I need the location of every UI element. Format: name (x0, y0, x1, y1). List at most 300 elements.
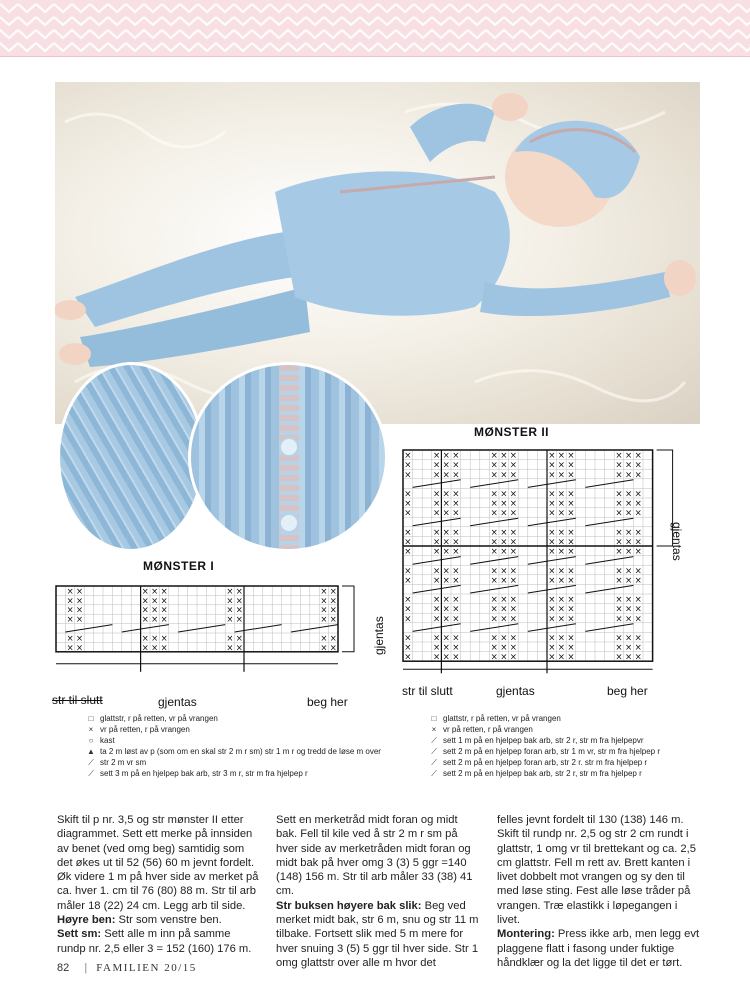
pattern-2-cross-symbol: × (634, 547, 642, 558)
slash-icon: ⟋ (88, 769, 94, 778)
pattern-2-cross-symbol: × (452, 470, 460, 481)
knit-chevron (18, 30, 36, 38)
pattern-1-cross-symbol: × (141, 585, 149, 596)
knit-chevron (648, 43, 666, 51)
knit-chevron (486, 43, 504, 51)
text-column-3 (497, 813, 702, 970)
pattern-1-cross-symbol: × (226, 614, 234, 625)
pattern-1-cross-symbol: × (66, 585, 74, 596)
pattern-2-cross-symbol: × (442, 527, 450, 538)
pattern-2-cross-symbol: × (500, 643, 508, 654)
pattern-1-gjentas: gjentas (158, 695, 197, 709)
knit-chevron (288, 4, 306, 12)
knit-chevron (360, 43, 378, 51)
pattern-2-cross-symbol: × (500, 604, 508, 615)
pattern-2-cross-symbol: × (509, 547, 518, 558)
pattern-2-cross-symbol: × (452, 614, 460, 625)
pattern-2-cross-symbol: × (490, 595, 498, 606)
pattern-1-cross-symbol: × (320, 585, 328, 596)
pattern-2-cross-symbol: × (404, 614, 412, 625)
pattern-2-cable-symbol (585, 518, 633, 526)
knit-chevron (594, 17, 612, 25)
pattern-2-cross-symbol: × (442, 451, 450, 462)
knit-chevron (342, 43, 360, 51)
knit-chevron (54, 30, 72, 38)
text-column-1 (57, 813, 262, 956)
pattern-1-cross-symbol: × (226, 604, 234, 615)
knit-chevron (36, 43, 54, 51)
pattern-2-cross-symbol: × (624, 489, 633, 500)
pattern-2-cross-symbol: × (432, 470, 441, 481)
triangle-icon: ▲ (87, 747, 95, 756)
knit-chevron (108, 30, 126, 38)
pattern-1-cross-symbol: × (235, 632, 243, 643)
pattern-2-cross-symbol: × (490, 633, 498, 644)
col3-paragraph-1: felles jevnt fordelt til 130 (138) 146 m. Skift til rundp nr. 2,5 og str 2 cm rundt i glattstr, 1 omg vr til brettekant og ca. 2,5 cm glattstr. Fell m rett av. Brett kanten i livet dobbelt mot vrangen og sy den til med løse sting. Fest alle løse tråder på vrangen. Træ elastikk i løpegangen i livet. (497, 814, 696, 927)
knit-chevron (306, 30, 324, 38)
pattern-2-cross-symbol: × (567, 575, 575, 586)
knit-chevron (180, 43, 198, 51)
pattern-2-cross-symbol: × (490, 566, 498, 577)
pattern-1-cross-symbol: × (151, 614, 159, 625)
pattern-2-cross-symbol: × (567, 451, 575, 462)
knit-chevron (612, 17, 630, 25)
knit-chevron (486, 30, 504, 38)
circle-icon: ○ (88, 736, 94, 745)
pattern-2-legend-row (425, 713, 660, 724)
pattern-2-cross-symbol: × (509, 643, 518, 654)
pattern-2-cross-symbol: × (615, 527, 623, 538)
knit-chevron (126, 17, 144, 25)
knit-chevron (18, 17, 36, 25)
pattern-2-cross-symbol: × (548, 547, 556, 558)
pattern-2-cross-symbol: × (634, 460, 642, 471)
knit-chevron (216, 43, 234, 51)
pattern-2-cross-symbol: × (557, 614, 566, 625)
pattern-2-cross-symbol: × (509, 527, 518, 538)
knit-chevron (18, 4, 36, 12)
knit-chevron (504, 17, 522, 25)
knit-chevron (108, 17, 126, 25)
pattern-2-cross-symbol: × (452, 527, 460, 538)
pattern-2-cross-symbol: × (624, 537, 633, 548)
knit-chevron (396, 43, 414, 51)
pattern-2-cable-symbol (528, 518, 576, 526)
pattern-2-cross-symbol: × (404, 451, 412, 462)
pattern-2-cross-symbol: × (548, 633, 556, 644)
pattern-2-cross-symbol: × (500, 575, 508, 586)
pattern-2-cross-symbol: × (567, 566, 575, 577)
pattern-2-cross-symbol: × (500, 547, 508, 558)
pattern-2-cross-symbol: × (404, 508, 412, 519)
knit-chevron (414, 17, 432, 25)
pattern-2-legend-row (425, 724, 660, 735)
pattern-1-cross-symbol: × (75, 604, 84, 615)
pattern-2-cross-symbol: × (452, 643, 460, 654)
pattern-2-cross-symbol: × (615, 547, 623, 558)
page-number: 82 (57, 962, 70, 974)
pattern-2-cross-symbol: × (432, 547, 441, 558)
knit-chevron (54, 43, 72, 51)
pattern-2-cross-symbol: × (404, 499, 412, 510)
knit-chevron (198, 30, 216, 38)
pattern-2-gjentas: gjentas (496, 684, 535, 698)
pattern-2-cross-symbol: × (509, 489, 518, 500)
knit-chevron (270, 17, 288, 25)
knit-chevron (288, 17, 306, 25)
pattern-2-cross-symbol: × (432, 508, 441, 519)
pattern-1-chart (50, 578, 360, 693)
empty-square-icon: □ (88, 714, 94, 723)
pattern-2-cross-symbol: × (452, 460, 460, 471)
pattern-2-cross-symbol: × (500, 499, 508, 510)
pattern-1-cross-symbol: × (235, 604, 243, 615)
pattern-2-cable-symbol (470, 585, 518, 593)
pattern-2-cross-symbol: × (452, 566, 460, 577)
col3-heading-assembly: Montering: (497, 928, 555, 941)
pattern-2-cross-symbol: × (432, 499, 441, 510)
pattern-2-cable-symbol (528, 585, 576, 593)
pattern-2-cross-symbol: × (567, 460, 575, 471)
knit-chevron (450, 43, 468, 51)
pattern-2-cross-symbol: × (624, 566, 633, 577)
pattern-2-cross-symbol: × (615, 652, 623, 663)
pattern-2-cross-symbol: × (509, 652, 518, 663)
knit-chevron (504, 30, 522, 38)
col2-paragraph-1: Sett en merketråd midt foran og midt bak. Fell til kile ved å str 2 m r sm på hver side av merketråden midt foran og midt bak på hver omg 3 (3) 5 ggr =140 (148) 156 m. Str til arb måler 33 (38) 41 cm. (276, 814, 473, 898)
col1-paragraph-2: Str som venstre ben. (115, 914, 222, 927)
knit-chevron (252, 30, 270, 38)
knit-chevron (558, 30, 576, 38)
pattern-2-cross-symbol: × (500, 451, 508, 462)
pattern-2-legend-text: glattstr, r på retten, vr på vrangen (443, 714, 561, 723)
knit-chevron (612, 30, 630, 38)
pattern-2-cross-symbol: × (432, 604, 441, 615)
knit-chevron (414, 4, 432, 12)
knit-chevron (216, 4, 234, 12)
pattern-1-cross-symbol: × (151, 585, 159, 596)
knit-chevron (468, 4, 486, 12)
knit-chevron (0, 30, 18, 38)
pattern-1-cable-symbol (178, 625, 225, 632)
pattern-2-cable-symbol (585, 480, 633, 488)
pattern-2-cross-symbol: × (452, 499, 460, 510)
pattern-2-cross-symbol: × (404, 652, 412, 663)
pattern-2-cross-symbol: × (404, 575, 412, 586)
pattern-1-beg-her: beg her (307, 695, 348, 709)
pattern-2-legend-row (425, 746, 660, 757)
pattern-2-cross-symbol: × (548, 499, 556, 510)
pattern-1-cross-symbol: × (160, 614, 168, 625)
pattern-2-cross-symbol: × (634, 652, 642, 663)
pattern-1-legend-row (82, 724, 381, 735)
pattern-2-cross-symbol: × (509, 566, 518, 577)
col3-paragraph-2: Press ikke arb, men legg evt plaggene flatt i fasong under fuktige håndklær og la det ligge til det er tørt. (497, 928, 700, 969)
pattern-2-legend-text: sett 2 m på en hjelpep bak arb, str 2 r, str m fra hjelpep r (443, 769, 642, 778)
pattern-2-cross-symbol: × (432, 566, 441, 577)
col2-heading-back: Str buksen høyere bak slik: (276, 899, 422, 912)
pattern-2-legend-text: vr på retten, r på vrangen (443, 725, 533, 734)
pattern-2-cross-symbol: × (548, 508, 556, 519)
pattern-2-cross-symbol: × (500, 614, 508, 625)
pattern-2-cross-symbol: × (490, 489, 498, 500)
pattern-2-cross-symbol: × (634, 643, 642, 654)
pattern-1-cross-symbol: × (320, 614, 328, 625)
knit-chevron (648, 30, 666, 38)
knit-chevron (162, 17, 180, 25)
pattern-1-cable-symbol (122, 625, 169, 632)
pattern-2-cross-symbol: × (634, 575, 642, 586)
pattern-2-cross-symbol: × (567, 527, 575, 538)
knit-chevron (450, 4, 468, 12)
knit-chevron (540, 43, 558, 51)
knit-chevron (450, 30, 468, 38)
col1-heading-assemble: Sett sm: (57, 928, 102, 941)
pattern-2-cross-symbol: × (404, 643, 412, 654)
knit-chevron (612, 43, 630, 51)
pattern-2-cross-symbol: × (624, 499, 633, 510)
pattern-2-cross-symbol: × (509, 595, 518, 606)
knit-chevron (144, 17, 162, 25)
pattern-2-cross-symbol: × (452, 547, 460, 558)
knit-chevron (396, 30, 414, 38)
pattern-2-cross-symbol: × (500, 633, 508, 644)
pattern-1-cross-symbol: × (160, 642, 168, 653)
pattern-1-cross-symbol: × (235, 595, 243, 606)
knit-chevron (54, 17, 72, 25)
knit-chevron (270, 4, 288, 12)
pattern-1-cross-symbol: × (66, 642, 74, 653)
pattern-2-cross-symbol: × (634, 508, 642, 519)
knit-chevron (414, 30, 432, 38)
knit-chevron (702, 30, 720, 38)
pattern-2-cross-symbol: × (634, 527, 642, 538)
knit-chevron (108, 4, 126, 12)
pattern-2-cross-symbol: × (634, 537, 642, 548)
pattern-2-cross-symbol: × (490, 508, 498, 519)
knit-chevron (0, 4, 18, 12)
pattern-2-cross-symbol: × (634, 595, 642, 606)
pattern-2-cross-symbol: × (452, 537, 460, 548)
pattern-2-cross-symbol: × (500, 537, 508, 548)
button-icon (279, 437, 299, 457)
pattern-1-cross-symbol: × (329, 595, 337, 606)
pattern-2-cross-symbol: × (624, 508, 633, 519)
pattern-2-cross-symbol: × (432, 633, 441, 644)
pattern-2-legend-row (425, 735, 660, 746)
pattern-1-cross-symbol: × (329, 585, 337, 596)
pattern-2-cross-symbol: × (500, 470, 508, 481)
pattern-2-cross-symbol: × (442, 537, 450, 548)
pattern-2-cross-symbol: × (567, 595, 575, 606)
pattern-2-cross-symbol: × (452, 575, 460, 586)
pattern-1-cross-symbol: × (226, 632, 234, 643)
pattern-1-cross-symbol: × (226, 595, 234, 606)
pattern-2-cross-symbol: × (557, 643, 566, 654)
knit-chevron (36, 30, 54, 38)
pattern-2-cross-symbol: × (624, 470, 633, 481)
knit-chevron (234, 4, 252, 12)
knit-chevron (72, 30, 90, 38)
pattern-2-cross-symbol: × (452, 633, 460, 644)
knit-chevron (576, 17, 594, 25)
knit-chevron (558, 4, 576, 12)
pattern-1-cross-symbol: × (75, 585, 84, 596)
knit-chevron (162, 30, 180, 38)
knit-detail-circle-2 (188, 362, 388, 552)
knit-chevron (234, 43, 252, 51)
pattern-2-cable-symbol (528, 557, 576, 565)
pattern-2-cross-symbol: × (452, 652, 460, 663)
pattern-2-cross-symbol: × (557, 527, 566, 538)
knit-chevron (270, 30, 288, 38)
pattern-2-cable-symbol (585, 557, 633, 565)
pattern-2-cable-symbol (528, 480, 576, 488)
decorative-knit-band (0, 0, 750, 56)
pattern-2-cable-symbol (470, 518, 518, 526)
pattern-2-cross-symbol: × (557, 451, 566, 462)
knit-chevron (720, 4, 738, 12)
pattern-1-cross-symbol: × (141, 632, 149, 643)
pattern-2-cross-symbol: × (615, 508, 623, 519)
pattern-1-cross-symbol: × (75, 614, 84, 625)
pattern-2-cross-symbol: × (509, 499, 518, 510)
knit-detail-circle-1 (57, 362, 205, 552)
knit-chevron (288, 30, 306, 38)
empty-square-icon: □ (431, 714, 437, 723)
pattern-2-cable-symbol (585, 585, 633, 593)
pattern-1-cross-symbol: × (160, 632, 168, 643)
pattern-2-str-til-slutt: str til slutt (402, 684, 453, 698)
pattern-2-cross-symbol: × (432, 595, 441, 606)
knit-chevron (684, 43, 702, 51)
pattern-1-cross-symbol: × (141, 614, 149, 625)
pattern-1-cross-symbol: × (66, 595, 74, 606)
pattern-2-beg-her: beg her (607, 684, 648, 698)
pattern-2-cross-symbol: × (557, 470, 566, 481)
knit-chevron (342, 17, 360, 25)
knit-chevron (0, 43, 18, 51)
pattern-2-cross-symbol: × (557, 575, 566, 586)
pattern-2-cross-symbol: × (442, 460, 450, 471)
pattern-2-cross-symbol: × (490, 575, 498, 586)
knit-chevron (666, 4, 684, 12)
slash-icon: ⟋ (431, 747, 437, 756)
pattern-2-cross-symbol: × (567, 547, 575, 558)
pattern-2-cross-symbol: × (557, 566, 566, 577)
knit-chevron (738, 43, 750, 51)
pattern-2-legend-text: sett 2 m på en hjelpep foran arb, str 2 r. str m fra hjelpep r (443, 758, 648, 767)
knit-chevron (108, 43, 126, 51)
pattern-2-cable-symbol (413, 518, 461, 526)
knit-chevron (198, 17, 216, 25)
pattern-2-cross-symbol: × (624, 451, 633, 462)
knit-chevron (594, 43, 612, 51)
knit-chevron (504, 43, 522, 51)
knit-chevron (738, 17, 750, 25)
knit-pattern-graphic (0, 0, 750, 56)
pattern-2-cross-symbol: × (567, 499, 575, 510)
pattern-2-cross-symbol: × (432, 652, 441, 663)
pattern-1-legend-text: sett 3 m på en hjelpep bak arb, str 3 m r, str m fra hjelpep r (100, 769, 308, 778)
pattern-2-cross-symbol: × (615, 614, 623, 625)
pattern-2-cross-symbol: × (615, 499, 623, 510)
pattern-2-cross-symbol: × (557, 604, 566, 615)
knit-chevron (144, 4, 162, 12)
knit-chevron (288, 43, 306, 51)
pattern-1-cross-symbol: × (141, 642, 149, 653)
pattern-2-cross-symbol: × (634, 614, 642, 625)
pattern-2-cross-symbol: × (442, 595, 450, 606)
pattern-2-cross-symbol: × (557, 652, 566, 663)
pattern-2-cross-symbol: × (432, 614, 441, 625)
pattern-1-legend-text: ta 2 m løst av p (som om en skal str 2 m r sm) str 1 m r og tredd de løse m over (100, 747, 381, 756)
button-icon (279, 513, 299, 533)
knit-chevron (720, 43, 738, 51)
knit-chevron (126, 30, 144, 38)
pattern-2-cross-symbol: × (624, 527, 633, 538)
pattern-1-cross-symbol: × (235, 642, 243, 653)
pattern-2-cross-symbol: × (500, 527, 508, 538)
pattern-2-cross-symbol: × (442, 575, 450, 586)
pattern-1-repeat-bracket (342, 586, 354, 652)
magazine-name: FAMILIEN 20/15 (96, 962, 197, 974)
slash-icon: ⟋ (88, 758, 94, 767)
knit-chevron (504, 4, 522, 12)
pattern-2-cross-symbol: × (442, 470, 450, 481)
pattern-2-legend-text: sett 2 m på en hjelpep foran arb, str 1 m vr, str m fra hjelpep r (443, 747, 660, 756)
pattern-2-cross-symbol: × (548, 527, 556, 538)
pattern-1-legend (82, 713, 381, 779)
pattern-2-cross-symbol: × (548, 604, 556, 615)
pattern-2-cross-symbol: × (567, 652, 575, 663)
pattern-2-cross-symbol: × (615, 460, 623, 471)
pattern-2-cross-symbol: × (615, 595, 623, 606)
knit-chevron (648, 4, 666, 12)
knit-chevron (324, 43, 342, 51)
pattern-1-cross-symbol: × (75, 642, 84, 653)
knit-chevron (486, 17, 504, 25)
pattern-2-cross-symbol: × (432, 451, 441, 462)
pattern-1-cross-symbol: × (235, 614, 243, 625)
pattern-2-cross-symbol: × (490, 652, 498, 663)
knit-chevron (234, 30, 252, 38)
knit-chevron (522, 43, 540, 51)
pattern-1-cross-symbol: × (329, 632, 337, 643)
pattern-2-cross-symbol: × (404, 595, 412, 606)
pattern-2-cross-symbol: × (490, 527, 498, 538)
pattern-2-legend-text: sett 1 m på en hjelpep bak arb, str 2 r, str m fra hjelpepvr (443, 736, 644, 745)
knit-chevron (126, 4, 144, 12)
pattern-2-cross-symbol: × (557, 460, 566, 471)
knit-chevron (702, 43, 720, 51)
knit-chevron (252, 43, 270, 51)
pattern-2-cross-symbol: × (490, 499, 498, 510)
knit-chevron (684, 4, 702, 12)
pattern-2-cross-symbol: × (500, 566, 508, 577)
pattern-2-cross-symbol: × (432, 575, 441, 586)
pattern-1-legend-row (82, 713, 381, 724)
pattern-2-cross-symbol: × (442, 547, 450, 558)
knit-chevron (180, 4, 198, 12)
pattern-2-cable-symbol (413, 585, 461, 593)
knit-chevron (576, 43, 594, 51)
pattern-2-cross-symbol: × (624, 604, 633, 615)
pattern-2-cross-symbol: × (548, 537, 556, 548)
pattern-1-legend-row (82, 768, 381, 779)
pattern-2-cross-symbol: × (548, 595, 556, 606)
knit-chevron (90, 43, 108, 51)
